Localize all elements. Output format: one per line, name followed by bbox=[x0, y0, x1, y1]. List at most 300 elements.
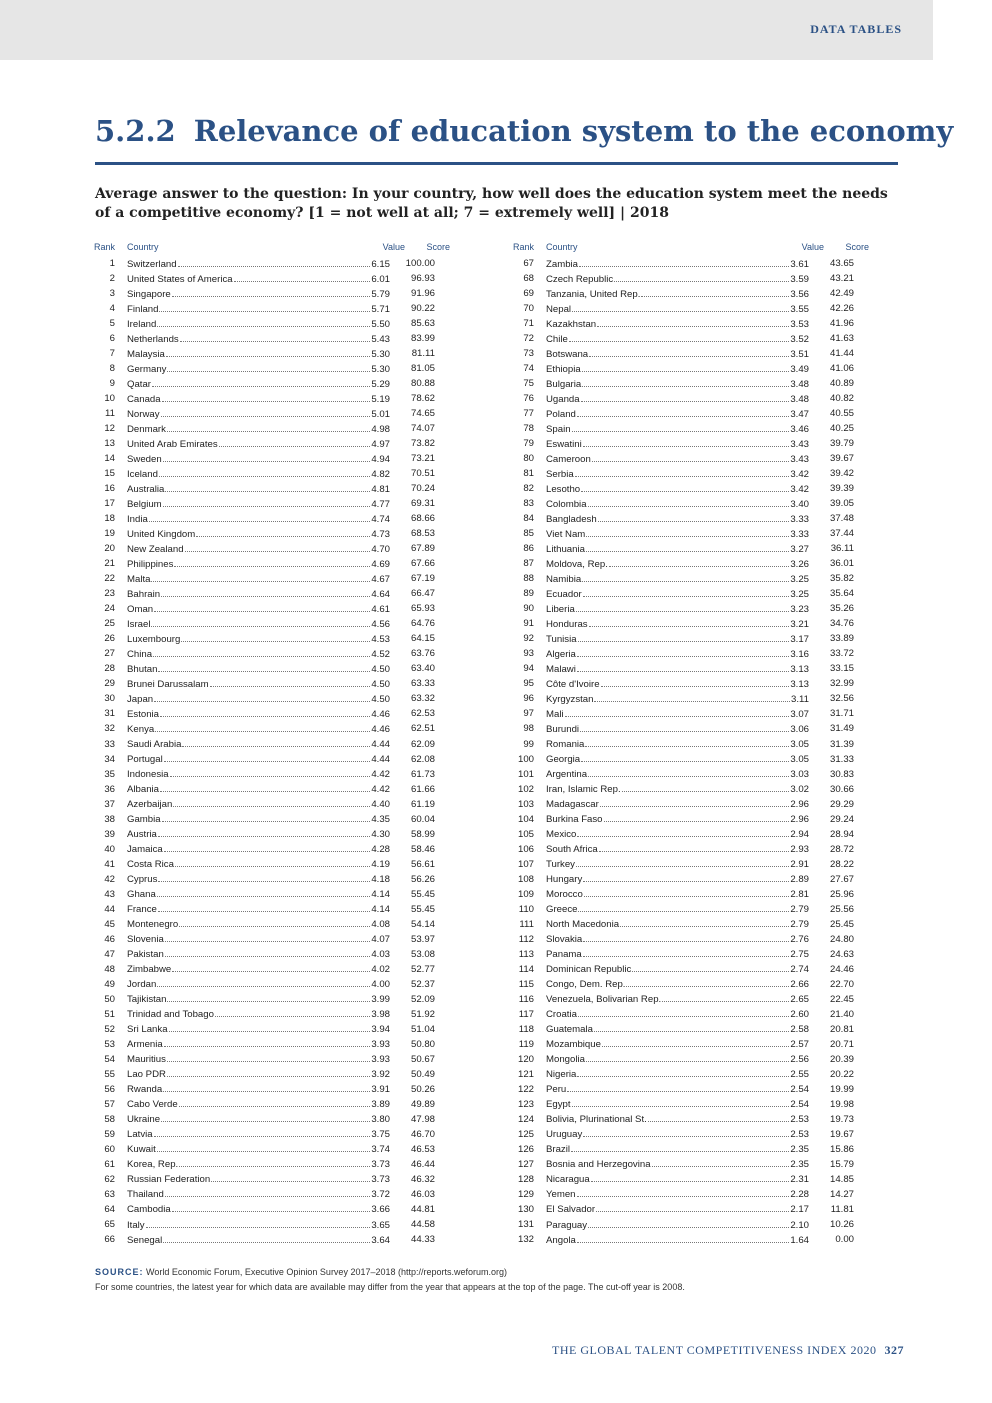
table-row bbox=[90, 1067, 450, 1082]
table-row bbox=[90, 481, 450, 496]
dot-leader bbox=[158, 903, 370, 912]
score-cell: 61.66 bbox=[410, 783, 435, 795]
country-cell bbox=[534, 678, 809, 690]
rank-cell: 53 bbox=[104, 1038, 115, 1050]
score-cell: 85.63 bbox=[410, 318, 435, 330]
score-cell: 19.99 bbox=[829, 1083, 854, 1095]
dot-leader bbox=[581, 483, 789, 492]
country-name: Namibia bbox=[546, 573, 582, 585]
country-name: Uganda bbox=[546, 393, 580, 405]
country-name: United Arab Emirates bbox=[127, 438, 218, 450]
country-cell bbox=[534, 498, 809, 510]
rank-header: Rank bbox=[513, 242, 535, 252]
country-name: Côte d'Ivoire bbox=[546, 678, 600, 690]
value-cell: 2.81 bbox=[790, 889, 809, 901]
score-cell: 39.67 bbox=[829, 453, 854, 465]
dot-leader bbox=[571, 1143, 789, 1152]
table-row bbox=[90, 1202, 450, 1217]
rank-cell: 121 bbox=[517, 1068, 534, 1080]
table-row bbox=[90, 271, 450, 286]
country-name: Greece bbox=[546, 904, 578, 916]
country-name: Honduras bbox=[546, 618, 588, 630]
dot-leader bbox=[578, 1008, 789, 1017]
dot-leader bbox=[586, 543, 789, 552]
value-cell: 2.55 bbox=[790, 1069, 809, 1081]
value-cell: 4.70 bbox=[371, 543, 390, 555]
dot-leader bbox=[167, 1053, 370, 1062]
table-row bbox=[90, 1082, 450, 1097]
country-cell bbox=[534, 753, 809, 765]
country-name: Chile bbox=[546, 333, 568, 345]
dot-leader bbox=[626, 978, 789, 987]
country-cell bbox=[534, 933, 809, 945]
dot-leader bbox=[165, 948, 371, 957]
country-cell bbox=[534, 873, 809, 885]
country-cell bbox=[115, 1068, 390, 1080]
country-cell bbox=[115, 1098, 390, 1110]
country-name: Albania bbox=[127, 784, 160, 796]
dot-leader bbox=[162, 813, 371, 822]
score-cell: 67.66 bbox=[410, 558, 435, 570]
dot-leader bbox=[174, 558, 370, 567]
rank-cell: 67 bbox=[523, 258, 534, 269]
country-name: Bahrain bbox=[127, 588, 161, 600]
score-cell: 49.89 bbox=[410, 1098, 435, 1110]
table-row bbox=[509, 1232, 869, 1247]
dot-leader bbox=[578, 903, 789, 912]
dot-leader bbox=[588, 768, 789, 777]
ranking-table-left bbox=[90, 242, 450, 1247]
country-cell bbox=[115, 858, 390, 870]
dot-leader bbox=[158, 873, 370, 882]
value-cell: 3.25 bbox=[790, 588, 809, 600]
country-cell bbox=[115, 453, 390, 465]
rank-cell: 31 bbox=[104, 708, 115, 720]
rank-cell: 97 bbox=[523, 708, 534, 720]
country-cell bbox=[534, 1023, 809, 1035]
country-cell bbox=[115, 768, 390, 780]
value-header: Value bbox=[801, 242, 824, 252]
dot-leader bbox=[215, 1008, 370, 1017]
dot-leader bbox=[588, 498, 790, 507]
value-cell: 2.96 bbox=[790, 799, 809, 811]
country-name: Slovenia bbox=[127, 934, 164, 946]
country-cell bbox=[115, 933, 390, 945]
value-cell: 4.53 bbox=[371, 633, 390, 645]
rank-cell: 80 bbox=[523, 453, 534, 465]
table-row bbox=[90, 1127, 450, 1142]
country-name: United States of America bbox=[127, 273, 233, 285]
dot-leader bbox=[155, 723, 370, 732]
table-row bbox=[90, 691, 450, 706]
rank-cell: 92 bbox=[523, 633, 534, 645]
table-row bbox=[509, 917, 869, 932]
value-cell: 2.76 bbox=[790, 934, 809, 946]
table-row bbox=[509, 1112, 869, 1127]
value-cell: 4.42 bbox=[371, 769, 390, 781]
rank-cell: 4 bbox=[109, 303, 115, 315]
country-name: Estonia bbox=[127, 708, 159, 720]
dot-leader bbox=[582, 378, 789, 387]
score-header: Score bbox=[426, 242, 450, 252]
rank-cell: 82 bbox=[523, 483, 534, 495]
value-cell: 2.58 bbox=[790, 1024, 809, 1036]
score-cell: 31.39 bbox=[829, 738, 854, 750]
country-name: Canada bbox=[127, 393, 161, 405]
table-row bbox=[90, 1112, 450, 1127]
country-name: France bbox=[127, 904, 157, 916]
value-cell: 2.66 bbox=[790, 979, 809, 991]
country-name: Malta bbox=[127, 573, 151, 585]
table-row bbox=[90, 391, 450, 406]
country-cell bbox=[115, 1143, 390, 1155]
rank-cell: 57 bbox=[104, 1098, 115, 1110]
country-name: Rwanda bbox=[127, 1084, 163, 1096]
value-cell: 4.94 bbox=[371, 453, 390, 465]
rank-cell: 77 bbox=[523, 408, 534, 420]
country-cell bbox=[115, 1234, 390, 1246]
value-cell: 3.73 bbox=[371, 1159, 390, 1171]
dot-leader bbox=[163, 1234, 370, 1243]
score-cell: 58.46 bbox=[410, 843, 435, 855]
score-cell: 68.53 bbox=[410, 528, 435, 540]
dot-leader bbox=[572, 423, 790, 432]
country-cell bbox=[115, 528, 390, 540]
country-name: Ukraine bbox=[127, 1114, 161, 1126]
country-name: Eswatini bbox=[546, 438, 582, 450]
score-cell: 40.55 bbox=[829, 408, 854, 420]
rank-cell: 96 bbox=[523, 693, 534, 705]
country-cell bbox=[115, 348, 390, 360]
rank-cell: 85 bbox=[523, 528, 534, 540]
score-cell: 66.47 bbox=[410, 588, 435, 600]
table-row bbox=[90, 1037, 450, 1052]
country-cell bbox=[115, 753, 390, 765]
score-cell: 40.89 bbox=[829, 378, 854, 390]
rank-cell: 109 bbox=[517, 888, 534, 900]
table-row bbox=[509, 767, 869, 782]
value-cell: 3.64 bbox=[371, 1234, 390, 1246]
dot-leader bbox=[591, 1173, 790, 1182]
country-cell bbox=[115, 1023, 390, 1035]
score-cell: 42.49 bbox=[829, 288, 854, 300]
country-name: China bbox=[127, 648, 153, 660]
score-cell: 67.19 bbox=[410, 573, 435, 585]
table-row bbox=[90, 466, 450, 481]
rank-cell: 1 bbox=[109, 258, 115, 269]
table-row bbox=[90, 406, 450, 421]
table-row bbox=[90, 301, 450, 316]
country-cell bbox=[115, 1188, 390, 1200]
table-row bbox=[509, 661, 869, 676]
score-cell: 14.27 bbox=[829, 1188, 854, 1200]
score-cell: 73.21 bbox=[410, 453, 435, 465]
dot-leader bbox=[598, 513, 790, 522]
value-cell: 5.29 bbox=[371, 378, 390, 390]
dot-leader bbox=[580, 723, 789, 732]
country-cell bbox=[115, 483, 390, 495]
score-cell: 24.80 bbox=[829, 933, 854, 945]
score-cell: 52.37 bbox=[410, 978, 435, 990]
dot-leader bbox=[167, 1068, 370, 1077]
rank-cell: 49 bbox=[104, 978, 115, 990]
table-row bbox=[509, 286, 869, 301]
rank-cell: 50 bbox=[104, 993, 115, 1005]
table-row bbox=[90, 1007, 450, 1022]
rank-cell: 84 bbox=[523, 513, 534, 525]
table-row bbox=[509, 406, 869, 421]
score-cell: 78.62 bbox=[410, 393, 435, 405]
value-cell: 5.79 bbox=[371, 288, 390, 300]
score-cell: 36.11 bbox=[830, 543, 854, 555]
source-label: SOURCE: bbox=[95, 1267, 144, 1277]
score-cell: 74.65 bbox=[410, 408, 435, 420]
table-row bbox=[509, 782, 869, 797]
country-cell bbox=[534, 693, 809, 705]
dot-leader bbox=[154, 693, 370, 702]
dot-leader bbox=[576, 603, 790, 612]
dot-leader bbox=[175, 858, 370, 867]
table-row bbox=[90, 496, 450, 511]
rank-cell: 3 bbox=[109, 288, 115, 300]
country-name: Gambia bbox=[127, 814, 161, 826]
rank-cell: 93 bbox=[523, 648, 534, 660]
rank-cell: 129 bbox=[517, 1188, 534, 1200]
score-cell: 20.81 bbox=[829, 1023, 854, 1035]
rank-cell: 6 bbox=[109, 333, 115, 345]
dot-leader bbox=[157, 978, 370, 987]
country-cell bbox=[115, 678, 390, 690]
value-cell: 3.03 bbox=[790, 769, 809, 781]
value-cell: 2.79 bbox=[790, 919, 809, 931]
table-row bbox=[509, 737, 869, 752]
value-cell: 4.82 bbox=[371, 468, 390, 480]
dot-leader bbox=[161, 588, 370, 597]
country-cell bbox=[534, 258, 809, 270]
country-name: Angola bbox=[546, 1234, 576, 1246]
table-row bbox=[509, 1067, 869, 1082]
ranking-table-right bbox=[509, 242, 869, 1247]
score-cell: 47.98 bbox=[410, 1113, 435, 1125]
table-row bbox=[90, 526, 450, 541]
country-name: Bangladesh bbox=[546, 513, 597, 525]
rank-cell: 38 bbox=[104, 813, 115, 825]
country-cell bbox=[534, 348, 809, 360]
rank-cell: 74 bbox=[523, 363, 534, 375]
dot-leader bbox=[586, 528, 789, 537]
rank-cell: 60 bbox=[104, 1143, 115, 1155]
table-row bbox=[509, 421, 869, 436]
value-cell: 3.89 bbox=[371, 1099, 390, 1111]
table-row bbox=[90, 361, 450, 376]
table-row bbox=[509, 646, 869, 661]
score-cell: 70.24 bbox=[410, 483, 435, 495]
dot-leader bbox=[583, 1128, 789, 1137]
country-cell bbox=[534, 378, 809, 390]
country-cell bbox=[115, 873, 390, 885]
value-cell: 2.94 bbox=[790, 829, 809, 841]
country-cell bbox=[534, 453, 809, 465]
dot-leader bbox=[582, 363, 790, 372]
country-cell bbox=[115, 783, 390, 795]
rank-cell: 22 bbox=[104, 573, 115, 585]
country-cell bbox=[115, 393, 390, 405]
dot-leader bbox=[597, 318, 789, 327]
dot-leader bbox=[159, 468, 370, 477]
score-cell: 25.96 bbox=[829, 888, 854, 900]
value-cell: 4.07 bbox=[371, 934, 390, 946]
score-cell: 25.56 bbox=[829, 903, 854, 915]
table-row bbox=[90, 421, 450, 436]
dot-leader bbox=[172, 963, 370, 972]
dot-leader bbox=[648, 1113, 790, 1122]
country-cell bbox=[115, 513, 390, 525]
score-cell: 42.26 bbox=[829, 303, 854, 315]
score-cell: 63.32 bbox=[410, 693, 435, 705]
country-name: Belgium bbox=[127, 498, 162, 510]
rank-cell: 47 bbox=[104, 948, 115, 960]
value-cell: 3.42 bbox=[790, 468, 809, 480]
value-cell: 3.21 bbox=[790, 618, 809, 630]
dot-leader bbox=[219, 438, 371, 447]
value-cell: 2.35 bbox=[790, 1144, 809, 1156]
value-cell: 4.02 bbox=[371, 964, 390, 976]
dot-leader bbox=[163, 498, 371, 507]
value-cell: 2.60 bbox=[790, 1009, 809, 1021]
value-cell: 3.23 bbox=[790, 603, 809, 615]
country-name: Armenia bbox=[127, 1039, 163, 1051]
table-row bbox=[90, 556, 450, 571]
dot-leader bbox=[609, 558, 789, 567]
value-cell: 2.91 bbox=[790, 859, 809, 871]
rank-cell: 76 bbox=[523, 393, 534, 405]
page-footer bbox=[552, 1343, 904, 1358]
country-name: Bolivia, Plurinational St. bbox=[546, 1114, 647, 1126]
dot-leader bbox=[662, 993, 789, 1002]
score-cell: 31.49 bbox=[829, 723, 854, 735]
country-name: Finland bbox=[127, 303, 159, 315]
score-cell: 35.26 bbox=[829, 603, 854, 615]
country-name: Malaysia bbox=[127, 348, 165, 360]
country-cell bbox=[534, 1083, 809, 1095]
country-cell bbox=[115, 423, 390, 435]
rank-cell: 46 bbox=[104, 933, 115, 945]
score-cell: 39.39 bbox=[829, 483, 854, 495]
country-name: Cyprus bbox=[127, 874, 158, 886]
value-cell: 4.18 bbox=[371, 874, 390, 886]
country-cell bbox=[534, 1188, 809, 1200]
country-cell bbox=[534, 408, 809, 420]
rank-cell: 103 bbox=[517, 798, 534, 810]
score-cell: 63.33 bbox=[410, 678, 435, 690]
country-name: Burundi bbox=[546, 723, 580, 735]
rank-cell: 21 bbox=[104, 558, 115, 570]
country-cell bbox=[534, 948, 809, 960]
value-cell: 3.59 bbox=[790, 273, 809, 285]
dot-leader bbox=[167, 993, 370, 1002]
dot-leader bbox=[594, 1023, 789, 1032]
dot-leader bbox=[158, 828, 370, 837]
dot-leader bbox=[164, 1038, 371, 1047]
country-cell bbox=[534, 1053, 809, 1065]
country-cell bbox=[115, 618, 390, 630]
value-cell: 4.03 bbox=[371, 949, 390, 961]
dot-leader bbox=[149, 513, 371, 522]
score-cell: 11.81 bbox=[830, 1203, 854, 1215]
rank-cell: 113 bbox=[518, 948, 534, 960]
rank-cell: 54 bbox=[104, 1053, 115, 1065]
rank-cell: 111 bbox=[519, 918, 534, 930]
rank-cell: 104 bbox=[517, 813, 534, 825]
country-name: Mongolia bbox=[546, 1054, 585, 1066]
score-cell: 80.88 bbox=[410, 378, 435, 390]
table-row bbox=[90, 616, 450, 631]
dot-leader bbox=[165, 483, 370, 492]
rank-cell: 102 bbox=[517, 783, 534, 795]
table-row bbox=[90, 962, 450, 977]
score-cell: 24.63 bbox=[829, 948, 854, 960]
score-cell: 43.21 bbox=[829, 273, 854, 285]
value-cell: 3.33 bbox=[790, 513, 809, 525]
country-name: Kenya bbox=[127, 723, 155, 735]
country-cell bbox=[534, 918, 809, 930]
table-row bbox=[90, 436, 450, 451]
title-text: Relevance of education system to the economy bbox=[193, 114, 954, 148]
value-cell: 3.94 bbox=[371, 1024, 390, 1036]
table-row bbox=[90, 917, 450, 932]
rank-cell: 8 bbox=[109, 363, 115, 375]
country-cell bbox=[115, 1083, 390, 1095]
value-cell: 3.48 bbox=[790, 378, 809, 390]
rank-cell: 20 bbox=[104, 543, 115, 555]
country-cell bbox=[534, 843, 809, 855]
country-name: Serbia bbox=[546, 468, 574, 480]
dot-leader bbox=[154, 1128, 371, 1137]
country-name: Brazil bbox=[546, 1144, 570, 1156]
country-name: Hungary bbox=[546, 874, 583, 886]
country-name: Spain bbox=[546, 423, 571, 435]
country-name: Mali bbox=[546, 708, 564, 720]
rank-cell: 51 bbox=[104, 1008, 115, 1020]
dot-leader bbox=[169, 1023, 371, 1032]
value-cell: 5.30 bbox=[371, 348, 390, 360]
country-name: Oman bbox=[127, 603, 154, 615]
country-cell bbox=[115, 573, 390, 585]
dot-leader bbox=[181, 633, 370, 642]
value-cell: 3.66 bbox=[371, 1204, 390, 1216]
table-row bbox=[90, 541, 450, 556]
country-name: Malawi bbox=[546, 663, 576, 675]
table-row bbox=[509, 1187, 869, 1202]
country-cell bbox=[115, 1219, 390, 1231]
dot-leader bbox=[163, 1083, 370, 1092]
score-cell: 25.45 bbox=[829, 918, 854, 930]
dot-leader bbox=[583, 873, 789, 882]
table-row bbox=[509, 1142, 869, 1157]
country-name: Thailand bbox=[127, 1189, 164, 1201]
country-cell bbox=[534, 1038, 809, 1050]
dot-leader bbox=[620, 918, 789, 927]
rank-cell: 66 bbox=[104, 1234, 115, 1246]
dot-leader bbox=[185, 543, 371, 552]
value-cell: 4.42 bbox=[371, 784, 390, 796]
country-cell bbox=[534, 618, 809, 630]
country-cell bbox=[534, 1173, 809, 1185]
country-name: South Africa bbox=[546, 844, 598, 856]
score-cell: 62.08 bbox=[410, 753, 435, 765]
value-cell: 4.97 bbox=[371, 438, 390, 450]
rank-cell: 130 bbox=[517, 1203, 534, 1215]
